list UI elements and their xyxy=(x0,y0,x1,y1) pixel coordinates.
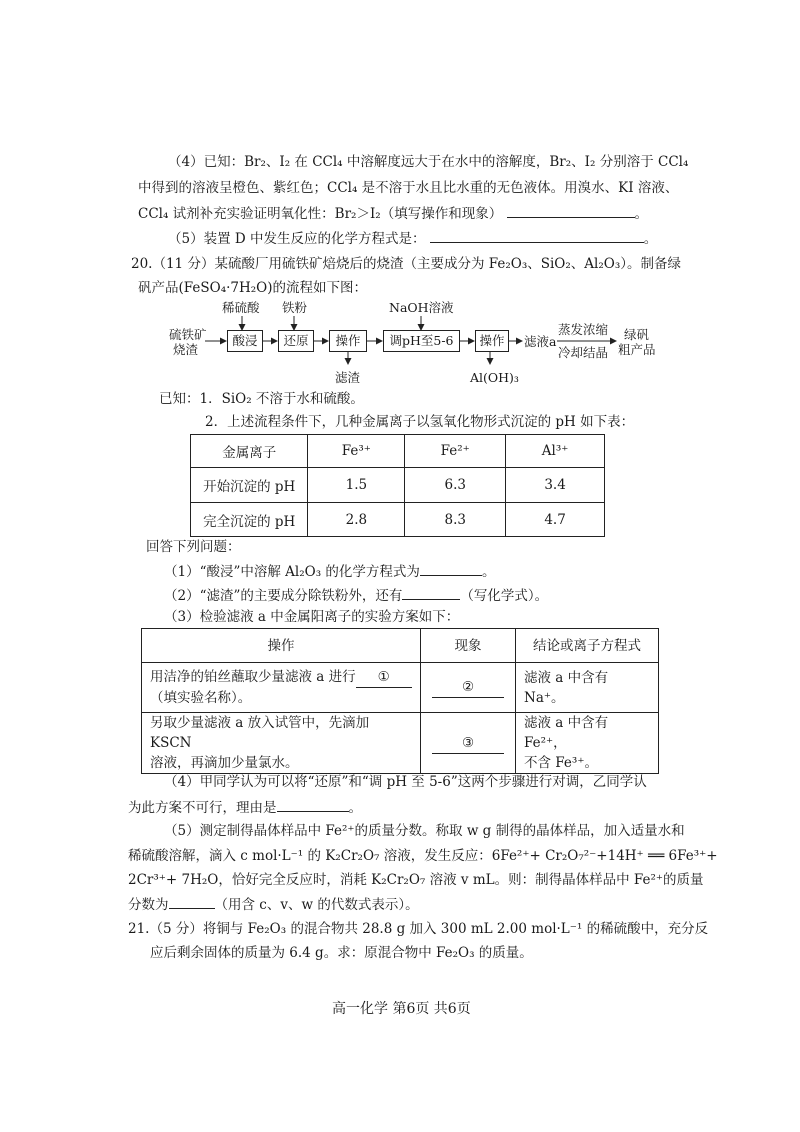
table-cell xyxy=(142,663,421,713)
q20-question-5-line3: 2Cr³⁺+ 7H₂O，恰好完全反应时，消耗 K₂Cr₂O₇ 溶液 v mL。则：制得晶体样品中 Fe²⁺的质量 xyxy=(128,872,704,888)
known-2: 2．上述流程条件下，几种金属离子以氢氧化物形式沉淀的 pH 如下表： xyxy=(205,414,635,430)
q20-question-5-text: 分数为 xyxy=(128,897,169,913)
q20-question-5-line4 xyxy=(128,894,419,915)
punct: （写化学式）。 xyxy=(460,588,549,604)
flow-box-acid-leach: 酸浸 xyxy=(227,330,263,352)
flow-byproduct-aloh3: Al(OH)₃ xyxy=(470,370,519,385)
punct: 。 xyxy=(643,231,658,247)
flow-start-line2: 烧渣 xyxy=(173,342,199,357)
flow-reagent-sulfuric-acid: 稀硫酸 xyxy=(222,300,260,315)
flow-reagent-naoh: NaOH溶液 xyxy=(389,300,454,315)
flow-box-operation-2: 操作 xyxy=(475,330,509,352)
q20-intro-line2: 矾产品(FeSO₄·7H₂O)的流程如下图： xyxy=(138,280,368,296)
q20-intro-line1: 20.（11 分）某硫酸厂用硫铁矿焙烧后的烧渣（主要成分为 Fe₂O₃、SiO₂、Al₂O₃）。制备绿 xyxy=(131,256,681,272)
row2-operation-text: 另取少量滤液 a 放入试管中，先滴加 KSCN xyxy=(150,715,370,751)
table-cell: 滤液 a 中含有 Na⁺。 xyxy=(516,663,659,713)
answer-blank xyxy=(277,797,349,812)
flow-product-line1: 绿矾 xyxy=(624,327,650,342)
flow-product-line2: 粗产品 xyxy=(618,342,656,357)
table-header-cell: 现象 xyxy=(421,629,516,663)
q20-question-1 xyxy=(164,561,495,582)
q19-part4-line3-text: CCl₄ 试剂补充实验证明氧化性：Br₂＞I₂（填写操作和现象） xyxy=(138,206,503,222)
table-cell: 3.4 xyxy=(506,468,605,503)
row2-conclusion-text-2: 不含 Fe³⁺。 xyxy=(524,755,598,771)
table-row xyxy=(191,503,605,537)
punct: 。 xyxy=(348,800,362,816)
table-cell xyxy=(421,713,516,774)
q20-question-4-line1: （4）甲同学认为可以将“还原”和“调 pH 至 5-6”这两个步骤进行对调，乙同学认 xyxy=(164,774,647,790)
ph-table xyxy=(190,434,605,537)
table-header-cell: 结论或离子方程式 xyxy=(516,629,659,663)
row2-conclusion-text: 滤液 a 中含有 Fe²⁺， xyxy=(524,715,609,751)
test-table xyxy=(141,628,659,774)
table-header-row xyxy=(191,435,605,468)
table-row xyxy=(191,468,605,503)
q21-line2: 应后剩余固体的质量为 6.4 g。求：原混合物中 Fe₂O₃ 的质量。 xyxy=(150,945,533,961)
table-row xyxy=(142,713,659,774)
flow-start-line1: 硫铁矿 xyxy=(169,327,207,342)
row1-operation-text-2: （填实验名称）。 xyxy=(150,690,252,706)
table-cell: 完全沉淀的 pH xyxy=(191,503,308,537)
q20-question-4-line2 xyxy=(128,797,362,818)
flow-reagent-iron-powder: 铁粉 xyxy=(282,300,308,315)
q19-part4-line1: （4）已知：Br₂、I₂ 在 CCl₄ 中溶解度远大于在水中的溶解度，Br₂、I₂ 分别溶于 CCl₄ xyxy=(168,154,689,170)
flow-box-reduce: 还原 xyxy=(278,330,314,352)
q20-question-5-line1: （5）测定制得晶体样品中 Fe²⁺的质量分数。称取 w g 制得的晶体样品，加入适量水和 xyxy=(164,823,685,839)
table-cell: 2.8 xyxy=(308,503,405,537)
page-footer: 高一化学 第6页 共6页 xyxy=(332,1001,471,1017)
answer-intro: 回答下列问题： xyxy=(146,539,241,555)
table-header-cell: Fe²⁺ xyxy=(405,435,506,468)
q21-line1: 21.（5 分）将铜与 Fe₂O₃ 的混合物共 28.8 g 加入 300 mL 2.00 mol·L⁻¹ 的稀硫酸中，充分反 xyxy=(128,921,709,937)
row2-operation-text-2: 溶液，再滴加少量氯水。 xyxy=(150,755,299,771)
table-header-cell: Fe³⁺ xyxy=(308,435,405,468)
q19-part4-line2: 中得到的溶液呈橙色、紫红色；CCl₄ 是不溶于水且比水重的无色液体。用溴水、KI 溶液、 xyxy=(138,180,679,196)
flow-step-evaporate: 蒸发浓缩 xyxy=(558,322,609,337)
table-cell: 8.3 xyxy=(405,503,506,537)
blank-1: ① xyxy=(356,667,412,688)
punct: 。 xyxy=(481,564,496,580)
blank-2: ② xyxy=(432,677,504,698)
q20-question-3: （3）检验滤液 a 中金属阳离子的实验方案如下： xyxy=(164,609,460,625)
q20-question-5-line2: 稀硫酸溶解，滴入 c mol·L⁻¹ 的 K₂Cr₂O₇ 溶液，发生反应：6Fe²⁺+ Cr₂O₇²⁻+14H⁺ ══ 6Fe³⁺+ xyxy=(128,848,718,864)
answer-blank xyxy=(420,561,482,576)
table-header-cell: Al³⁺ xyxy=(506,435,605,468)
table-cell xyxy=(421,663,516,713)
table-cell: 4.7 xyxy=(506,503,605,537)
table-cell: 6.3 xyxy=(405,468,506,503)
table-header-row xyxy=(142,629,659,663)
table-row xyxy=(142,663,659,713)
table-cell xyxy=(142,713,421,774)
known-1: 已知：1．SiO₂ 不溶于水和硫酸。 xyxy=(159,391,364,407)
table-header-cell: 操作 xyxy=(142,629,421,663)
q19-part5-text: （5）装置 D 中发生反应的化学方程式是： xyxy=(168,231,426,247)
blank-3: ③ xyxy=(432,733,504,754)
table-cell: 开始沉淀的 pH xyxy=(191,468,308,503)
flow-byproduct-residue: 滤渣 xyxy=(335,370,361,385)
q20-question-2 xyxy=(164,585,548,606)
answer-blank xyxy=(402,585,460,600)
table-cell xyxy=(516,713,659,774)
q20-question-1-text: （1）“酸浸”中溶解 Al₂O₃ 的化学方程式为 xyxy=(164,564,420,580)
flow-filtrate-a: 滤液a xyxy=(524,334,557,349)
table-header-cell: 金属离子 xyxy=(191,435,308,468)
answer-blank xyxy=(169,894,215,909)
flow-box-operation-1: 操作 xyxy=(329,330,367,352)
q20-question-5-tail: （用含 c、v、w 的代数式表示）。 xyxy=(214,897,419,913)
row1-operation-text: 用洁净的铂丝蘸取少量滤液 a 进行 xyxy=(150,669,356,685)
punct: 。 xyxy=(634,206,649,222)
flow-step-crystallize: 冷却结晶 xyxy=(558,345,609,360)
q20-question-2-text: （2）“滤渣”的主要成分除铁粉外，还有 xyxy=(164,588,403,604)
q20-question-4-text: 为此方案不可行，理由是 xyxy=(128,800,277,816)
flow-box-adjust-ph: 调pH至5-6 xyxy=(383,330,460,352)
table-cell: 1.5 xyxy=(308,468,405,503)
